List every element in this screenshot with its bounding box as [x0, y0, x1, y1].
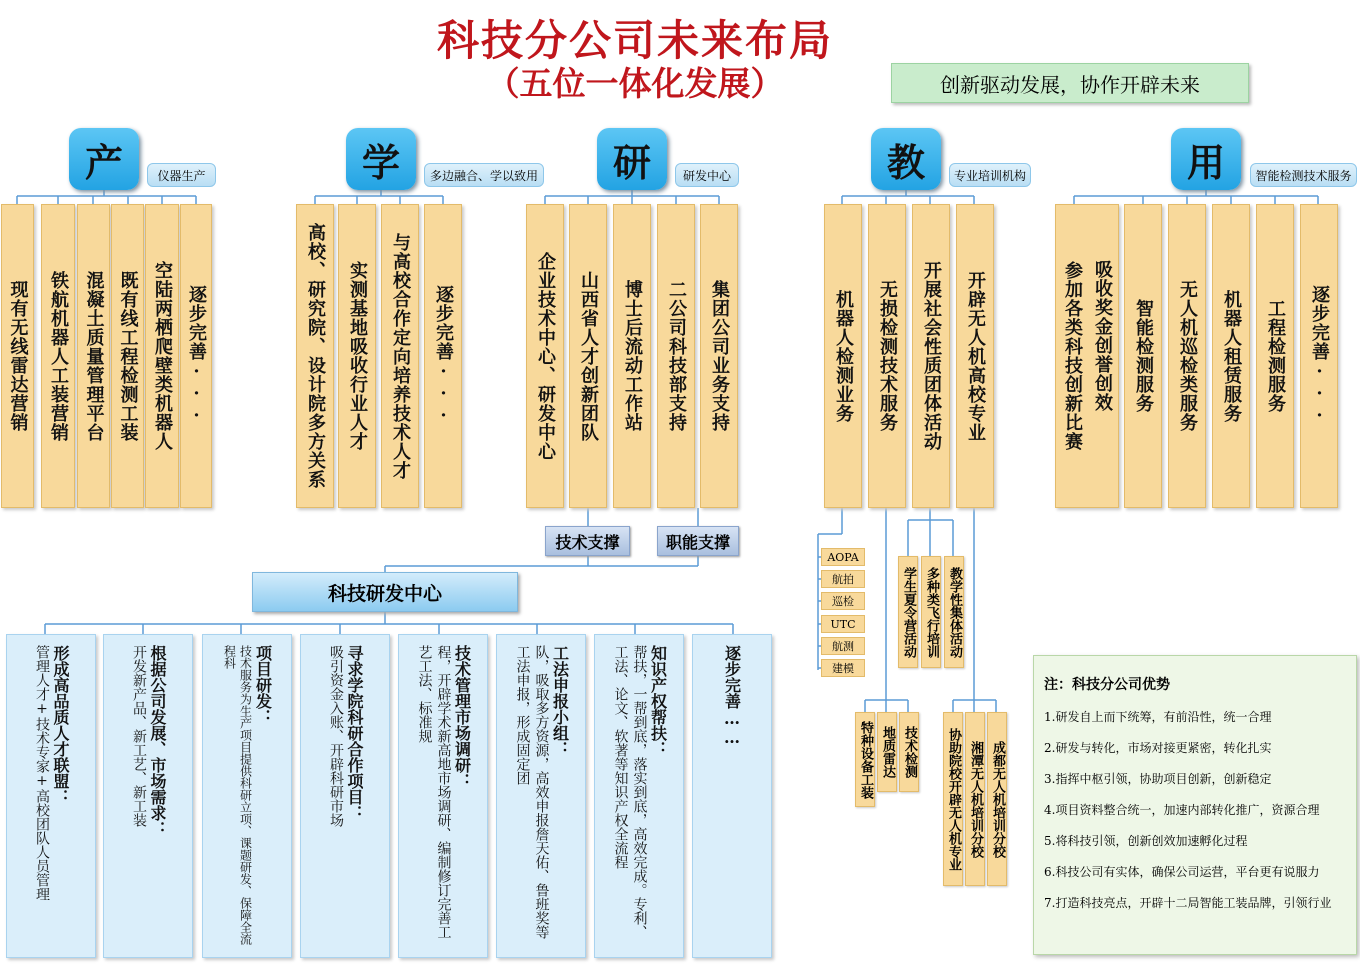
note-item: 1.研发自上而下统筹，有前沿性，统一合理 — [1044, 710, 1272, 724]
chan-item: 逐步完善··· — [180, 204, 212, 508]
chan-item: 铁航机器人工装营销 — [41, 204, 75, 508]
rd-item — [594, 634, 684, 958]
note-item: 2.研发与转化，市场对接更紧密，转化扎实 — [1044, 741, 1272, 755]
ndt-item: 特种设备工装 — [855, 712, 875, 807]
hub-jiao: 教 — [871, 128, 941, 190]
yong-item: 智能检测服务 — [1124, 204, 1162, 508]
hub-xue: 学 — [346, 128, 416, 190]
chan-item: 空陆两栖爬壁类机器人 — [145, 204, 179, 508]
rd-item — [398, 634, 488, 958]
rd-item-body: 帮扶，一帮到底，落实到底，高效完成。专利、工法、论文、软著等知识产权全流程 — [612, 645, 648, 939]
jiao-chip: UTC — [821, 615, 865, 633]
yong-item: 逐步完善··· — [1300, 204, 1338, 508]
rd-item-head: 知识产权帮扶： — [648, 645, 668, 757]
rd-item-body: 技术服务为生产项目提供科研立项、课题研发、保障全流程科 — [222, 645, 253, 945]
yan-item: 博士后流动工作站 — [613, 204, 651, 508]
note-item: 3.指挥中枢引领，协助项目创新，创新稳定 — [1044, 772, 1272, 786]
rd-item — [300, 634, 390, 958]
jiao-chip: 航测 — [821, 637, 865, 655]
jiao-chip: 建模 — [821, 659, 865, 677]
jiao-chip: 航拍 — [821, 570, 865, 588]
note-title: 注：科技分公司优势 — [1044, 677, 1170, 693]
rd-item — [6, 634, 96, 958]
jiao-activity: 多种类飞行培训 — [921, 556, 941, 668]
jiao-item: 开展社会性质团体活动 — [912, 204, 950, 508]
yong-item — [1055, 204, 1119, 508]
jiao-item: 机器人检测业务 — [824, 204, 862, 508]
jiao-activity: 学生夏令营活动 — [898, 556, 918, 668]
rd-item-body: 开发新产品、新工艺、新工装 — [131, 645, 147, 827]
rd-item — [103, 634, 193, 958]
xue-item: 高校、研究院、设计院多方关系 — [296, 204, 334, 508]
yan-item: 集团公司业务支持 — [700, 204, 738, 508]
chan-item: 现有无线雷达营销 — [1, 204, 34, 508]
rd-item-body: 管理人才+技术专家+高校团队人员管理 — [34, 645, 50, 901]
tech-support-pill: 技术支撑 — [545, 526, 630, 556]
rd-item-head: 根据公司发展、市场需求： — [148, 645, 167, 837]
rd-item-body: 程，开辟学术新高地市场调研、编制修订完善工艺工法、标准规 — [416, 645, 452, 939]
jiao-chip: 巡检 — [821, 592, 865, 610]
tag-jiao: 专业培训机构 — [949, 163, 1031, 187]
page-subtitle: （五位一体化发展） — [486, 64, 784, 103]
note-item: 4.项目资料整合统一，加速内部转化推广，资源合理 — [1044, 803, 1320, 817]
rd-item — [692, 634, 772, 958]
uav-item: 成都无人机培训分校 — [987, 712, 1007, 886]
yan-item: 山西省人才创新团队 — [569, 204, 607, 508]
function-support-pill: 职能支撑 — [657, 526, 739, 556]
yan-item: 企业技术中心、研发中心 — [526, 204, 564, 508]
advantages-note — [1033, 655, 1357, 955]
rd-item-head: 逐步完善…… — [722, 645, 742, 747]
rd-item-head: 形成高品质人才联盟： — [51, 645, 70, 805]
uav-item: 湘潭无人机培训分校 — [965, 712, 985, 886]
tag-chan: 仪器生产 — [147, 163, 216, 187]
note-item: 5.将科技引领，创新创效加速孵化过程 — [1044, 834, 1248, 848]
rd-item-head: 寻求学院科研合作项目： — [345, 645, 364, 821]
ndt-item: 技术检测 — [899, 712, 919, 792]
rd-item-head: 技术管理市场调研： — [452, 645, 472, 789]
yong-item-text: 吸收奖金创誉创效 — [1092, 260, 1113, 412]
yan-item: 二公司科技部支持 — [657, 204, 695, 508]
jiao-activity: 教学性集体活动 — [944, 556, 964, 668]
jiao-item: 开辟无人机高校专业 — [956, 204, 994, 508]
rd-item-head: 项目研发： — [253, 645, 273, 725]
jiao-item: 无损检测技术服务 — [868, 204, 906, 508]
hub-yong: 用 — [1171, 128, 1241, 190]
note-item: 6.科技公司有实体，确保公司运营，平台更有说服力 — [1044, 865, 1320, 879]
tag-yan: 研发中心 — [675, 163, 739, 187]
ndt-item: 地质雷达 — [877, 712, 897, 792]
rd-item-body: 队，吸取多方资源，高效申报詹天佑、鲁班奖等工法申报，形成固定团 — [514, 645, 550, 939]
rd-center-box: 科技研发中心 — [252, 572, 518, 612]
yong-item-text: 参加各类科技创新比赛 — [1062, 261, 1083, 451]
yong-item: 无人机巡检类服务 — [1168, 204, 1206, 508]
xue-item: 实测基地吸收行业人才 — [338, 204, 376, 508]
chan-item: 混凝土质量管理平台 — [77, 204, 110, 508]
yong-item: 机器人租赁服务 — [1212, 204, 1250, 508]
tag-xue: 多边融合、学以致用 — [424, 163, 544, 187]
rd-item-head: 工法申报小组： — [550, 645, 570, 757]
page-title: 科技分公司未来布局 — [436, 16, 833, 65]
yong-item: 工程检测服务 — [1256, 204, 1294, 508]
xue-item: 与高校合作定向培养技术人才 — [381, 204, 419, 508]
slogan-banner: 创新驱动发展，协作开辟未来 — [891, 63, 1249, 103]
tag-yong: 智能检测技术服务 — [1250, 163, 1357, 187]
hub-chan: 产 — [69, 128, 139, 190]
note-item: 7.打造科技亮点，开辟十二局智能工装品牌，引领行业 — [1044, 896, 1332, 910]
rd-item — [496, 634, 586, 958]
chan-item: 既有线工程检测工装 — [111, 204, 144, 508]
xue-item: 逐步完善··· — [424, 204, 462, 508]
rd-item-body: 吸引资金入账、开辟科研市场 — [328, 645, 344, 827]
jiao-chip: AOPA — [821, 548, 865, 566]
uav-item: 协助院校开辟无人机专业 — [943, 712, 963, 886]
rd-item — [202, 634, 292, 958]
hub-yan: 研 — [597, 128, 667, 190]
